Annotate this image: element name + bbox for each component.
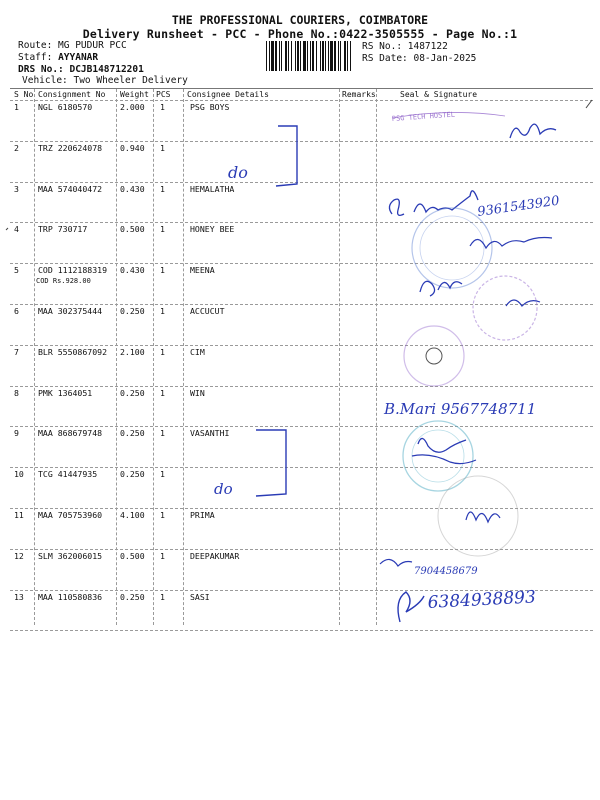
row-consignee: SASI (190, 591, 210, 602)
row-pcs: 1 (160, 142, 165, 153)
staff-label: Staff: (18, 52, 53, 63)
row-consignee: HEMALATHA (190, 183, 235, 194)
row-sno: 8 (14, 387, 19, 398)
signature-row-1 (510, 124, 556, 138)
row-pcs: 1 (160, 591, 165, 602)
row-consignee: VASANTHI (190, 428, 230, 439)
row-pcs: 1 (160, 102, 165, 112)
ditto-bracket (256, 430, 286, 496)
row-sno: 13 (14, 591, 24, 602)
row-consignment-no: PMK 1364051 (38, 387, 93, 398)
round-seal (404, 326, 464, 386)
row-weight: 4.100 (120, 510, 145, 520)
staff-value: AYYANAR (58, 52, 99, 63)
row-sno: 12 (14, 550, 24, 561)
row-consignment-no: SLM 362006015 (38, 550, 103, 561)
row-pcs: 1 (160, 469, 165, 480)
signature-row-3 (389, 191, 478, 215)
column-header: Weight (120, 90, 149, 99)
row-consignment-no: MAA 110580836 (38, 591, 103, 602)
signature-row-10 (412, 455, 476, 464)
row-consignee: HONEY BEE (190, 224, 235, 235)
row-sno: 9 (14, 428, 19, 439)
row-consignee: PRIMA (190, 510, 215, 520)
signature-row-12 (380, 559, 412, 566)
row-consignee: ACCUCUT (190, 306, 225, 316)
row-consignment-no: MAA 868679748 (38, 428, 103, 439)
drs-number: DRS No.: DCJB148712201 (18, 64, 144, 75)
row-consignment-no: MAA 705753960 (38, 510, 103, 520)
column-header: Seal & Signature (400, 90, 478, 99)
row-weight: 0.430 (120, 265, 145, 276)
ditto-mark: do (214, 480, 233, 498)
row-sno: 1 (14, 102, 19, 112)
phone-row-12: 7904458679 (414, 566, 478, 577)
row-consignment-no: TRP 730717 (38, 224, 88, 235)
row-pcs: 1 (160, 346, 165, 357)
column-header: Remarks (342, 90, 376, 99)
hostel-stamp-text: PSG TECH HOSTEL (391, 110, 456, 123)
row-weight: 0.430 (120, 183, 145, 194)
row-sno: 7 (14, 346, 19, 357)
row-pcs: 1 (160, 224, 165, 235)
row-weight: 0.500 (120, 224, 145, 235)
phone-row-8: B.Mari 9567748711 (384, 400, 537, 418)
row-consignee: CIM (190, 346, 205, 357)
ditto-bracket (276, 126, 297, 186)
vehicle-label: Vehicle: Two Wheeler Delivery (22, 75, 188, 86)
rs-number: RS No.: 1487122 (362, 41, 448, 52)
row-consignment-no: COD 1112188319 (38, 265, 108, 276)
row-weight: 0.500 (120, 550, 145, 561)
rs-date: RS Date: 08-Jan-2025 (362, 53, 477, 64)
row-weight: 0.250 (120, 428, 145, 439)
row-consignment-no: TCG 41447935 (38, 469, 98, 480)
row-sno: 11 (14, 510, 24, 520)
row-pcs: 1 (160, 183, 165, 194)
row-weight: 0.250 (120, 306, 145, 316)
stray-mark (6, 228, 8, 230)
row-pcs: 1 (160, 510, 165, 520)
row-weight: 0.250 (120, 469, 145, 480)
row-sno: 2 (14, 142, 19, 153)
column-header: Consignee Details (187, 90, 269, 99)
round-seal (412, 208, 492, 288)
signature-row-13 (398, 592, 424, 622)
row-sno: 5 (14, 265, 19, 276)
row-sno: 3 (14, 183, 19, 194)
row-consignment-no: NGL 6180570 (38, 102, 93, 112)
row-weight: 2.000 (120, 102, 145, 112)
signature-row-11 (466, 512, 500, 522)
stray-mark (586, 100, 592, 108)
row-pcs: 1 (160, 265, 165, 276)
route-label: Route: MG PUDUR PCC (18, 40, 127, 51)
column-header: S No (14, 90, 34, 99)
row-consignee: DEEPAKUMAR (190, 550, 240, 561)
row-pcs: 1 (160, 387, 165, 398)
row-pcs: 1 (160, 428, 165, 439)
row-weight: 0.250 (120, 591, 145, 602)
row-cod-note: COD Rs.928.00 (36, 277, 91, 286)
signature-row-4 (470, 238, 552, 249)
row-weight: 2.100 (120, 346, 145, 357)
column-header: PCS (156, 90, 171, 99)
round-seal (473, 276, 537, 340)
row-sno: 4 (14, 224, 19, 235)
signature-row-6 (506, 300, 540, 306)
column-header: Consignment No (38, 90, 106, 99)
row-consignment-no: BLR 5550867092 (38, 346, 108, 357)
phone-row-3: 9361543920 (476, 193, 561, 220)
row-consignee: PSG BOYS (190, 102, 230, 112)
row-weight: 0.250 (120, 387, 145, 398)
row-pcs: 1 (160, 550, 165, 561)
row-consignment-no: MAA 302375444 (38, 306, 103, 316)
ditto-mark: do (228, 163, 248, 182)
document-title: THE PROFESSIONAL COURIERS, COIMBATORE (171, 13, 429, 27)
phone-row-13: 6384938893 (427, 587, 537, 613)
row-consignment-no: TRZ 220624078 (38, 142, 103, 153)
row-consignment-no: MAA 574040472 (38, 183, 103, 194)
row-consignee: MEENA (190, 265, 215, 276)
row-weight: 0.940 (120, 142, 145, 153)
signature-row-5 (420, 281, 462, 296)
row-pcs: 1 (160, 306, 165, 316)
document-subtitle: Delivery Runsheet - PCC - Phone No.:0422-3505555 - Page No.:1 (82, 27, 518, 41)
row-consignee: WIN (190, 387, 205, 398)
row-sno: 6 (14, 306, 19, 316)
row-sno: 10 (14, 469, 24, 480)
